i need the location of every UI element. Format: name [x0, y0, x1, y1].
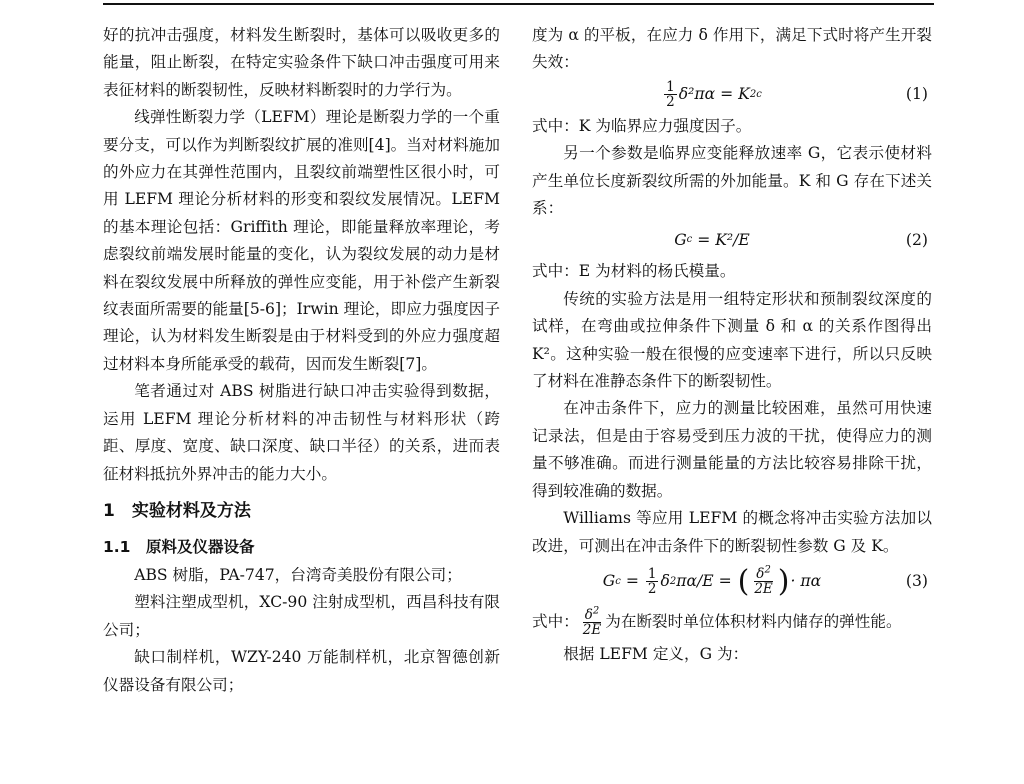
equation-number: (1): [905, 85, 928, 104]
paragraph-plate: 度为 α 的平板，在应力 δ 作用下，满足下式时将产生开裂失效：: [532, 26, 932, 72]
material-item: ABS 树脂，PA-747，台湾奇美股份有限公司；: [134, 565, 462, 584]
paragraph-lefm-theory: [103, 104, 500, 378]
paragraph-gc: 另一个参数是临界应变能释放速率 G，它表示使材料产生单位长度新裂纹所需的外加能量。K 和 G 存在下述关系：: [532, 144, 932, 218]
paragraph-williams: Williams 等应用 LEFM 的概念将冲击实验方法加以改进，可测出在冲击条件下的断裂韧性参数 G 及 K。: [532, 509, 932, 555]
paragraph-impact: 在冲击条件下，应力的测量比较困难，虽然可用快速记录法，但是由于容易受到压力波的干扰，使得应力的测量不够准确。而进行测量能量的方法比较容易排除干扰，得到较准确的数据。: [532, 399, 932, 500]
equation-number: (3): [905, 572, 928, 591]
paragraph-e: 式中：E 为材料的杨氏模量。: [532, 262, 736, 281]
paragraph-abs-study: 笔者通过对 ABS 树脂进行缺口冲击实验得到数据，运用 LEFM 理论分析材料的冲击韧性与材料形状（跨距、厚度、宽度、缺口深度、缺口半径）的关系，进而表征材料抵抗外界冲击的能力大小。: [103, 382, 500, 483]
material-item: 缺口制样机，WZY-240 万能制样机，北京智德创新仪器设备有限公司；: [103, 648, 500, 694]
paragraph-kc: 式中：K 为临界应力强度因子。: [532, 116, 752, 135]
material-item: 塑料注塑成型机，XC-90 注射成型机，西昌科技有限公司；: [103, 593, 500, 639]
paragraph-gc-definition: 根据 LEFM 定义，G 为：: [563, 644, 749, 663]
subsection-heading: 1.1 原料及仪器设备: [103, 537, 255, 556]
equation-1: $\frac{1}{2}$ δ²πα = K 2 c (1): [666, 79, 928, 111]
paragraph-continuation: 好的抗冲击强度，材料发生断裂时，基体可以吸收更多的能量，阻止断裂，在特定实验条件下缺口冲击强度可用来表征材料的断裂韧性，反映材料断裂时的力学行为。: [103, 26, 500, 99]
section-heading: 1 实验材料及方法: [103, 500, 251, 521]
equation-number: (2): [905, 230, 928, 249]
header-rule: [103, 3, 934, 5]
eq2-rhs: = K²/E: [697, 230, 750, 249]
equation-2: G c = K²/E (2): [532, 222, 932, 258]
equation-3: G c = $\frac{1}{2}$ δ 2 πα/E = ( $\frac{\delta^2}{2E}$ ) · πα (3): [602, 563, 928, 599]
right-column: [532, 22, 932, 668]
left-column: [103, 22, 500, 699]
elastic-energy-text: 为在断裂时单位体积材料内储存的弹性能。: [605, 612, 902, 631]
paragraph-traditional: 传统的实验方法是用一组特定形状和预制裂纹深度的试样，在弯曲或拉伸条件下测量 δ 和 α 的关系作图得出 K²。这种实验一般在很慢的应变速率下进行，所以只反映了材料在准静态条件下的断裂韧性。: [532, 289, 932, 391]
lefm-text: 线弹性断裂力学（LEFM）理论是断裂力学的一个重要分支，可以作为判断裂纹扩展的准则[4]。当对材料施加的外应力在其弹性范围内，且裂纹前端塑性区很小时，可用 LEFM 理论分析材料的形变和裂纹发展情况。LEFM 的基本理论包括：Griffith 理论，即能量释放率理论，考虑裂纹前端发展时能量的变化，认为裂纹发展的动力是材料在裂纹发展中所释放的弹性应变能，用于补偿产生新裂纹表面所需要的能量[5-6]；Irwin 理论，即应力强度因子理论，认为材料发生断裂是由于材料受到的外应力强度超过材料本身所能承受的载荷，因而发生断裂[7]。: [103, 108, 500, 373]
eq1-text: δ²πα = K: [678, 85, 750, 104]
eq2-lhs: G: [674, 230, 687, 249]
paragraph-elastic-energy: 式中： $\frac{\delta^2}{2E}$ 为在断裂时单位体积材料内储存的弹性能。: [532, 605, 902, 638]
